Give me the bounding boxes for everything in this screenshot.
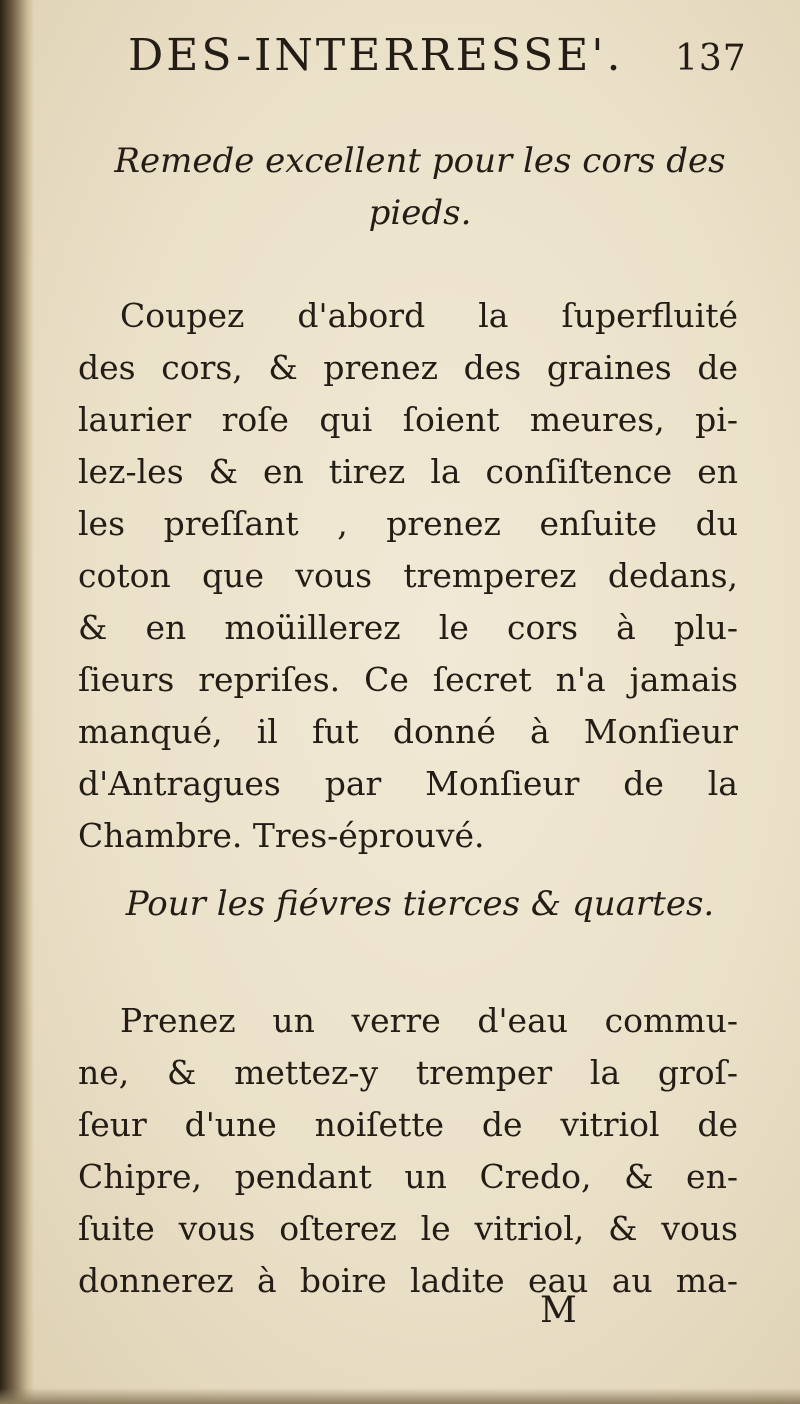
text-line: ſieurs repriſes. Ce ſecret n'a jamais — [78, 660, 738, 699]
text-line: laurier roſe qui ſoient meures, pi- — [78, 400, 738, 439]
spine-shadow — [0, 0, 34, 1404]
text-line: Prenez un verre d'eau commu- — [120, 1001, 738, 1040]
paragraph-remede — [78, 290, 738, 862]
text-line: Chipre, pendant un Credo, & en- — [78, 1157, 738, 1196]
text-line: manqué, il fut donné à Monſieur — [78, 712, 738, 751]
section-heading-fievres: Pour les fiévres tierces & quartes. — [125, 884, 715, 924]
text-line: ſuite vous oſterez le vitriol, & vous — [78, 1209, 738, 1248]
catchword: M — [540, 1290, 577, 1331]
text-line: Coupez d'abord la ſuperfluité — [120, 296, 738, 335]
text-line: d'Antragues par Monſieur de la — [78, 764, 738, 803]
header-title: DES-INTERRESSE'. — [128, 30, 624, 81]
paragraph-fievres — [78, 995, 738, 1307]
text-line: lez-les & en tirez la conſiſtence en — [78, 452, 738, 491]
text-line: des cors, & prenez des graines de — [78, 348, 738, 387]
page-number: 137 — [675, 38, 747, 79]
section-heading-remede — [80, 135, 760, 239]
heading-line: pieds. — [368, 193, 472, 233]
text-line: donnerez à boire ladite eau au ma- — [78, 1261, 738, 1300]
text-line: & en moüillerez le cors à plu- — [78, 608, 738, 647]
text-line: les preſſant , prenez enſuite du — [78, 504, 738, 543]
text-line: ſeur d'une noiſette de vitriol de — [78, 1105, 738, 1144]
running-header — [128, 30, 778, 90]
page-bottom-edge — [0, 1388, 800, 1404]
text-line: coton que vous tremperez dedans, — [78, 556, 738, 595]
text-line: ne, & mettez-y tremper la groſ- — [78, 1053, 738, 1092]
heading-line: Remede excellent pour les cors des — [114, 141, 726, 181]
text-line: Chambre. Tres-éprouvé. — [78, 816, 485, 855]
